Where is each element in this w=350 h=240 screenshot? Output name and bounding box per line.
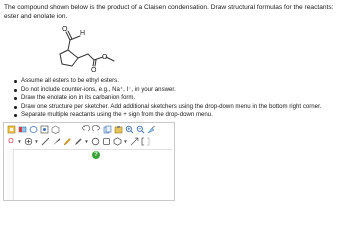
sketcher [3,122,175,201]
instruction-item: Do not include counter-ions, e.g., Na⁺, I⁻, in your answer. [14,86,344,95]
atom-o-ether: O [102,54,108,61]
copy-icon[interactable] [102,125,112,135]
bond-dropdown[interactable]: ▼ [84,138,89,144]
atom-o-button[interactable] [6,137,16,147]
atom-dropdown[interactable]: ▼ [17,138,22,144]
ring-template-icon[interactable] [39,125,49,135]
ring-icon[interactable] [90,137,100,147]
cyclohexane-icon[interactable] [101,137,111,147]
lasso-tool-icon[interactable] [28,125,38,135]
paste-icon[interactable] [113,125,123,135]
bond [78,54,88,58]
resize-icon[interactable] [129,137,139,147]
bond [95,60,96,66]
single-bond-icon[interactable] [40,137,50,147]
drawing-canvas[interactable] [6,149,172,200]
bond [88,54,94,60]
molecule-structure [56,22,120,72]
zoom-out-icon[interactable] [135,125,145,135]
bond [60,54,62,64]
toolbar-row-bottom [6,136,151,147]
bond [72,58,78,66]
instruction-item: Draw the enolate ion in its carbanion form. [14,94,344,103]
bond [68,50,78,58]
question-text: The compound shown below is the product of a Claisen condensation. Draw structural formulas for the reactants: ester and enolate ion. [4,4,334,20]
atom-o-aldehyde: O [62,26,68,33]
bond [68,40,70,50]
cleanup-icon[interactable] [146,125,156,135]
pencil-alt-icon[interactable] [73,137,83,147]
ring-dropdown[interactable]: ▼ [123,138,128,144]
hexagon-icon[interactable] [112,137,122,147]
atom-o-carbonyl: O [91,67,97,72]
select-tool-icon[interactable] [6,125,16,135]
instruction-item: Draw one structure per sketcher. Add additional sketchers using the drop-down menu in the bottom right corner. [14,103,344,112]
atom-label: O [8,137,14,145]
bond [62,64,72,66]
toolbar-row-top [6,124,157,135]
help-icon[interactable]: ? [92,151,100,159]
instruction-item: Assume all esters to be ethyl esters. [14,77,344,86]
bracket-icon[interactable] [140,137,150,147]
pencil-icon[interactable] [62,137,72,147]
instructions-list [14,77,344,120]
charge-dropdown[interactable]: ▼ [34,138,39,144]
canvas-side-panel [6,149,14,200]
zoom-in-icon[interactable] [124,125,134,135]
atom-h: H [80,30,86,37]
erase-tool-icon[interactable] [17,125,27,135]
instruction-item: Separate multiple reactants using the + sign from the drop-down menu. [14,111,344,120]
template-icon[interactable] [50,125,60,135]
bond [60,50,68,54]
bond [93,60,94,66]
wedge-bond-icon[interactable] [51,137,61,147]
redo-icon[interactable] [91,125,101,135]
undo-icon[interactable] [80,125,90,135]
charge-icon[interactable] [23,137,33,147]
